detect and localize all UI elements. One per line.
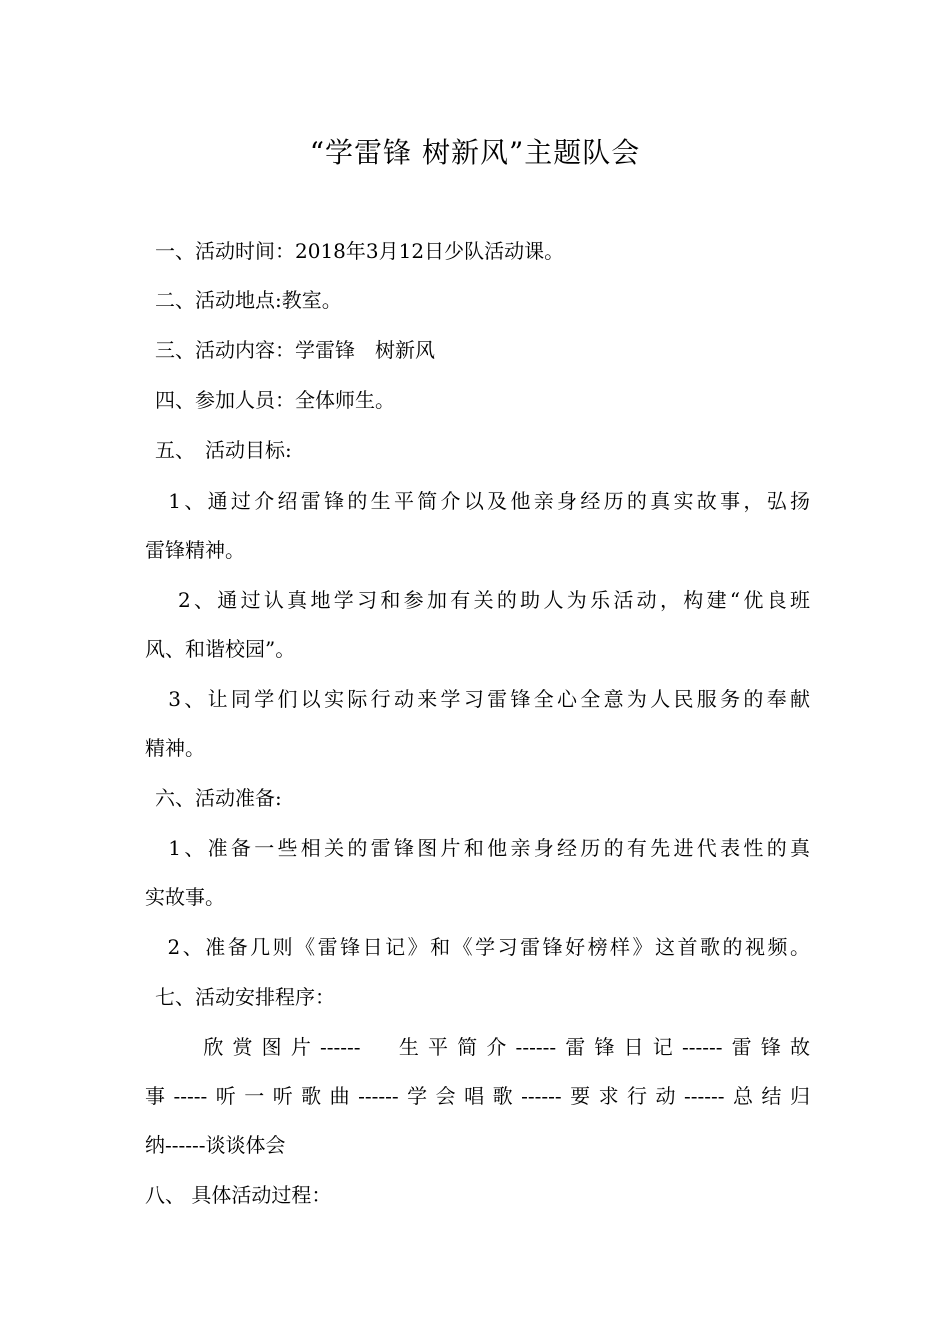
section-content: 三、活动内容：学雷锋 树新风 <box>155 338 435 362</box>
goal-1-line-1: 1、通过介绍雷锋的生平简介以及他亲身经历的真实故事，弘扬 <box>145 489 810 513</box>
section-participants: 四、参加人员：全体师生。 <box>155 388 395 412</box>
program-line-2: 事-----听一听歌曲------学会唱歌------要求行动------总结归 <box>145 1084 810 1108</box>
goal-3-line-2: 精神。 <box>145 736 205 760</box>
goal-2-line-2: 风、和谐校园”。 <box>145 637 296 661</box>
goal-3-line-1: 3、让同学们以实际行动来学习雷锋全心全意为人民服务的奉献 <box>145 687 810 711</box>
program-line-3: 纳------谈谈体会 <box>145 1133 286 1157</box>
goal-2-line-1: 2、通过认真地学习和参加有关的助人为乐活动，构建“优良班 <box>145 588 810 612</box>
prep-2-line: 2、准备几则《雷锋日记》和《学习雷锋好榜样》这首歌的视频。 <box>145 935 810 959</box>
program-line-1: 欣赏图片------ 生平简介------雷锋日记------雷锋故 <box>145 1035 810 1059</box>
section-goals-heading: 五、 活动目标: <box>155 438 292 462</box>
section-preparation-heading: 六、活动准备: <box>155 786 282 810</box>
document-title: “学雷锋 树新风”主题队会 <box>309 136 641 169</box>
section-location: 二、活动地点:教室。 <box>155 288 342 312</box>
prep-1-line-2: 实故事。 <box>145 885 225 909</box>
section-program-heading: 七、活动安排程序： <box>155 985 335 1009</box>
goal-1-line-2: 雷锋精神。 <box>145 538 245 562</box>
section-process-heading: 八、 具体活动过程： <box>145 1183 332 1207</box>
prep-1-line-1: 1、准备一些相关的雷锋图片和他亲身经历的有先进代表性的真 <box>145 836 810 860</box>
section-time: 一、活动时间：2018年3月12日少队活动课。 <box>155 239 565 263</box>
